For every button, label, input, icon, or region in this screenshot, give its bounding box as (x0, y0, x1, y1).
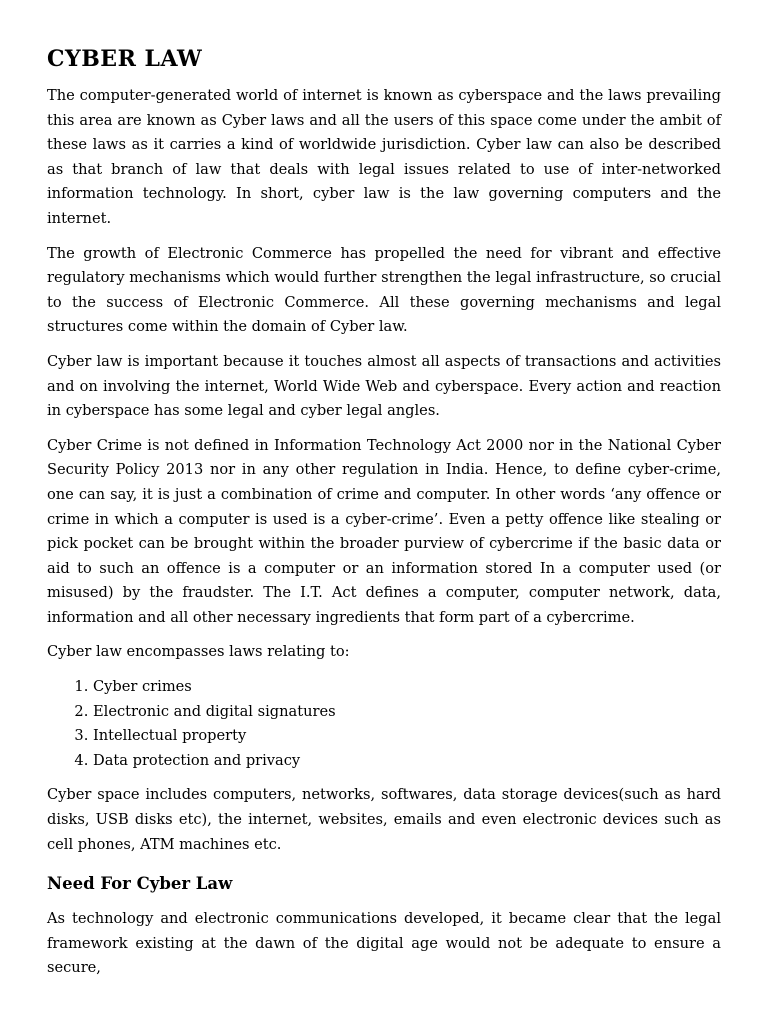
paragraph-list-intro: Cyber law encompasses laws relating to: (47, 643, 350, 661)
list-item: 1. Cyber crimes (93, 675, 721, 700)
list-item: 3. Intellectual property (93, 724, 721, 749)
page-title: CYBER LAW (47, 46, 203, 72)
laws-list (47, 675, 721, 773)
list-item: 2. Electronic and digital signatures (93, 700, 721, 725)
paragraph-need: As technology and electronic communications developed, it became clear that the legal framework existing at the dawn of the digital age would not be adequate to ensure a secure, (47, 910, 721, 977)
list-item: 4. Data protection and privacy (93, 749, 721, 774)
paragraph-definition: The computer-generated world of internet is known as cyberspace and the laws prevailing this area are known as Cyber laws and all the users of this space come under the ambit of these laws as it carries a kind of worldwide jurisdiction. Cyber law can also be described as that branch of law that deals with legal issues related to use of inter-networked information technology. In short, cyber law is the law governing computers and the internet. (47, 87, 721, 227)
paragraph-cyber-crime: Cyber Crime is not defined in Information Technology Act 2000 nor in the National Cyber Security Policy 2013 nor in any other regulation in India. Hence, to define cyber-crime, one can say, it is just a combination of crime and computer. In other words ‘any offence or crime in which a computer is used is a cyber-crime’. Even a petty offence like stealing or pick pocket can be brought within the broader purview of cybercrime if the basic data or aid to such an offence is a computer or an information stored In a computer used (or misused) by the fraudster. The I.T. Act defines a computer, computer network, data, information and all other necessary ingredients that form part of a cybercrime. (47, 436, 721, 626)
section-heading-need: Need For Cyber Law (47, 874, 233, 894)
paragraph-ecommerce: The growth of Electronic Commerce has propelled the need for vibrant and effective regulatory mechanisms which would further strengthen the legal infrastructure, so crucial to the success of Electronic Commerce. All these governing mechanisms and legal structures come within the domain of Cyber law. (47, 244, 721, 336)
paragraph-cyber-space: Cyber space includes computers, networks, softwares, data storage devices(such as hard disks, USB disks etc), the internet, websites, emails and even electronic devices such as cell phones, ATM machines etc. (47, 786, 721, 853)
paragraph-importance: Cyber law is important because it touches almost all aspects of transactions and activities and on involving the internet, World Wide Web and cyberspace. Every action and reaction in cyberspace has some legal and cyber legal angles. (47, 352, 721, 420)
